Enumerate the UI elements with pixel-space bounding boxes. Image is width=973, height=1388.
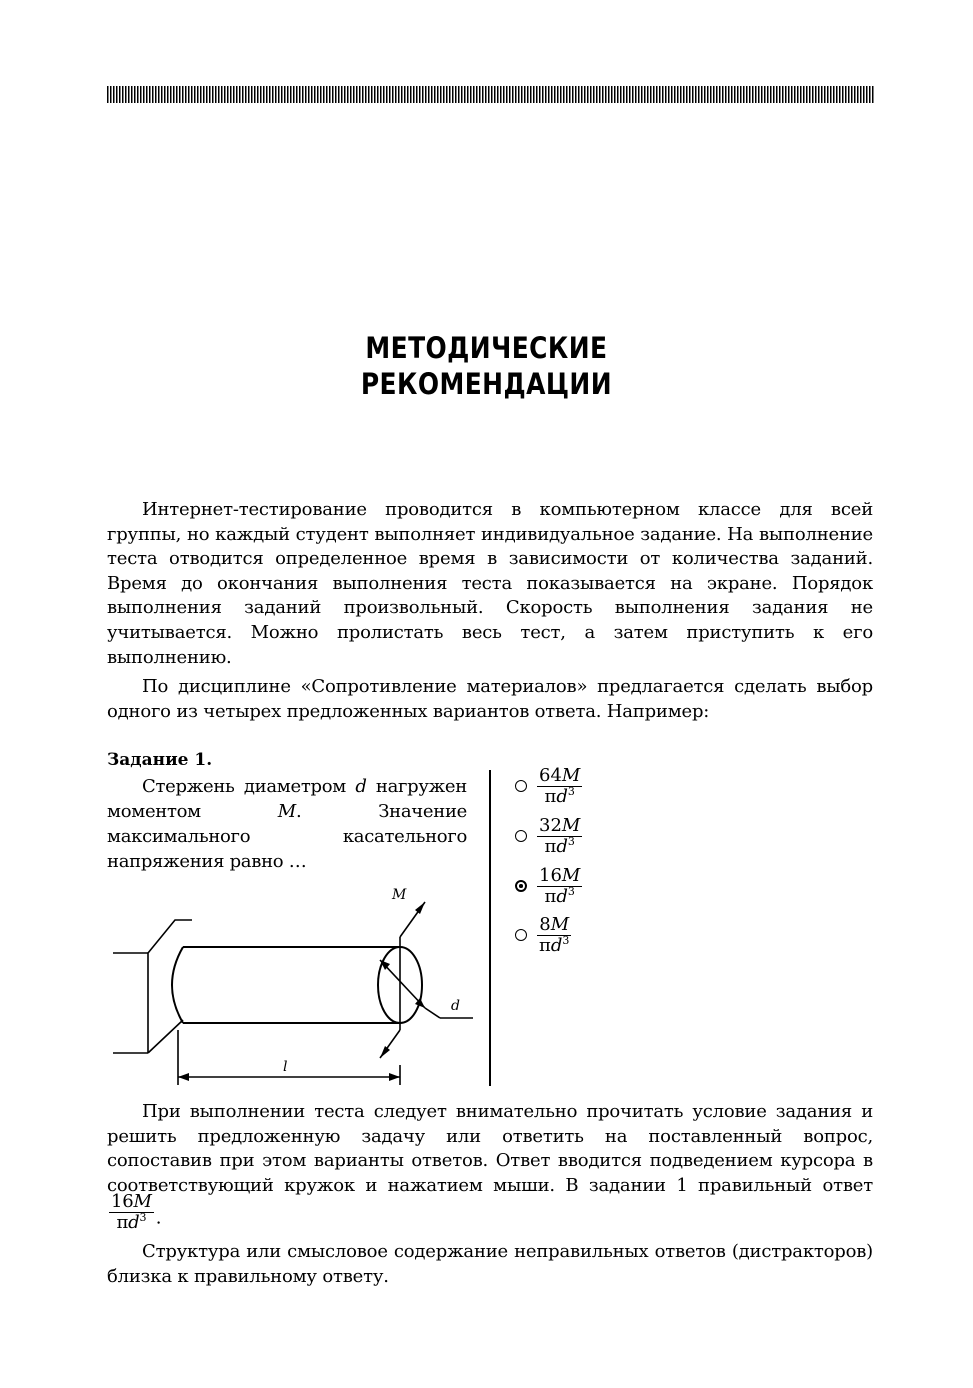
- answer-option-4[interactable]: [515, 912, 571, 958]
- radio-button[interactable]: [515, 830, 527, 842]
- answer-option-2[interactable]: [515, 813, 582, 859]
- radio-button[interactable]: [515, 780, 527, 792]
- answer-formula: $\frac{8M}{\pi d^3}$: [539, 913, 570, 956]
- label-diameter: d: [451, 998, 460, 1014]
- instructions-paragraph: При выполнении теста следует внимательно прочитать условие задания и решить предложенную задачу или ответить на поставленный вопрос, сопоставив при этом варианты ответов. Ответ вводится подведением курсора в соответствующий кружок и нажатием мыши. В задании 1 правильный ответ $\frac{16M}{\pi d^3}$ .: [107, 1101, 873, 1234]
- intro-paragraph-2: По дисциплине «Сопротивление материалов» предлагается сделать выбор одного из четырех предложенных вариантов ответа. Например:: [107, 676, 873, 722]
- page-title-line2: РЕКОМЕНДАЦИИ: [360, 367, 613, 401]
- shaft-figure: [105, 880, 485, 1090]
- answer-option-1[interactable]: [515, 763, 582, 809]
- distractors-paragraph: Структура или смысловое содержание неправильных ответов (дистракторов) близка к правильному ответу.: [107, 1241, 873, 1287]
- page-title-line1: МЕТОДИЧЕСКИЕ: [365, 331, 608, 365]
- radio-button-selected[interactable]: [515, 880, 527, 892]
- correct-answer-formula: $\frac{16M}{\pi d^3}$: [111, 1191, 152, 1234]
- task-label: Задание 1.: [107, 750, 213, 770]
- label-moment: M: [392, 887, 407, 903]
- page-title: [68, 330, 905, 402]
- radio-button[interactable]: [515, 929, 527, 941]
- answer-formula: $\frac{64M}{\pi d^3}$: [539, 764, 581, 807]
- answer-formula: $\frac{16M}{\pi d^3}$: [539, 864, 581, 907]
- answer-option-3[interactable]: [515, 863, 582, 909]
- task-divider: [489, 770, 491, 1086]
- task-statement: Стержень диаметром d нагружен моментом M. Значение максимального касательного напряжения равно …: [107, 776, 468, 872]
- answer-formula: $\frac{32M}{\pi d^3}$: [539, 814, 581, 857]
- label-length: l: [283, 1059, 288, 1075]
- header-decorative-rule: [107, 86, 875, 103]
- intro-paragraph-1: Интернет-тестирование проводится в компьютерном классе для всей группы, но каждый студент выполняет индивидуальное задание. На выполнение теста отводится определенное время в зависимости от количества заданий. Время до окончания выполнения теста показывается на экране. Порядок выполнения заданий произвольный. Скорость выполнения задания не учитывается. Можно пролистать весь тест, а затем приступить к его выполнению.: [107, 499, 873, 668]
